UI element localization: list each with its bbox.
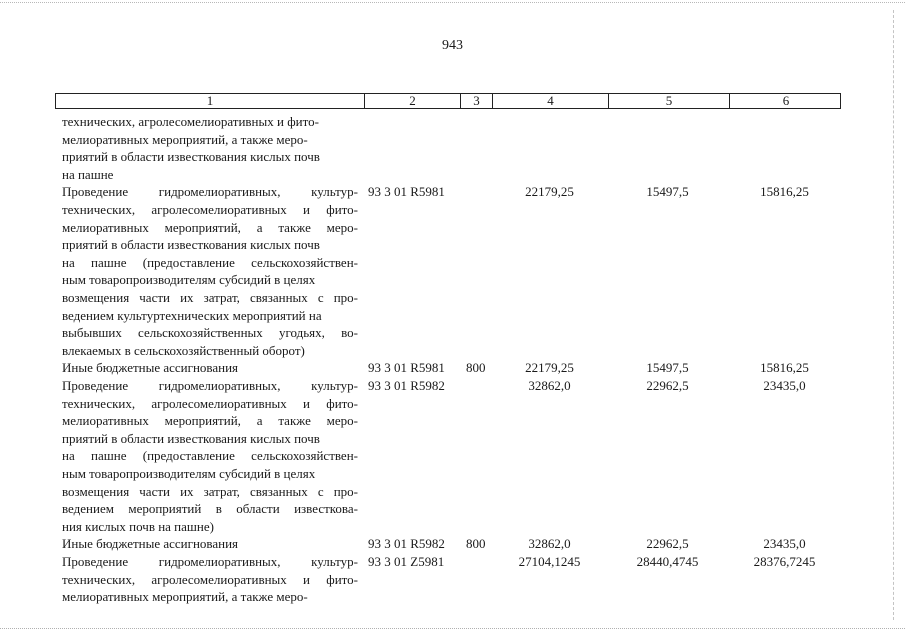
row-description-line: мелиоративных мероприятий, а также меро- [62, 219, 358, 235]
row-value-col4: 32862,0 [528, 536, 571, 552]
header-col-5: 5 [608, 94, 729, 108]
row-description-line: приятий в области известкования кислых почв [62, 237, 320, 253]
row-description-line: Иные бюджетные ассигнования [62, 536, 239, 552]
row-description-line: мелиоративных мероприятий, а также меро- [62, 413, 358, 429]
row-description-line: ным товаропроизводителям субсидий в целях [62, 272, 316, 288]
scan-edge-bottom [0, 628, 905, 629]
row-expense-type: 800 [466, 536, 486, 552]
scan-edge-right [893, 10, 894, 620]
row-code: 93 3 01 R5981 [368, 184, 445, 200]
page-number: 943 [442, 38, 463, 53]
row-code: 93 3 01 R5981 [368, 360, 445, 376]
header-col-3: 3 [460, 94, 492, 108]
table-header-row [55, 93, 841, 109]
row-description-line: приятий в области известкования кислых почв [62, 430, 320, 446]
row-value-col4: 22179,25 [525, 184, 574, 200]
header-col-6: 6 [729, 94, 842, 108]
row-value-col6: 15816,25 [760, 360, 809, 376]
row-value-col5: 15497,5 [646, 184, 689, 200]
continuation-text-line: технических, агролесомелиоративных и фито- [62, 114, 319, 129]
row-description-line: ведением культуртехнических мероприятий на [62, 307, 322, 323]
row-code: 93 3 01 R5982 [368, 378, 445, 393]
scan-edge-top [0, 2, 905, 3]
row-description-line: выбывших сельскохозяйственных угодьях, во- [62, 325, 358, 341]
row-description-line: на пашне (предоставление сельскохозяйствен- [62, 254, 358, 270]
row-value-col5: 22962,5 [646, 378, 689, 393]
row-description-line: Проведение гидромелиоративных, культур- [62, 184, 358, 200]
row-code: 93 3 01 Z5981 [368, 554, 445, 569]
row-value-col6: 15816,25 [760, 184, 809, 200]
row-description-line: технических, агролесомелиоративных и фито- [62, 202, 358, 217]
row-value-col4: 32862,0 [528, 378, 571, 393]
row-code: 93 3 01 R5982 [368, 536, 445, 552]
continuation-text-line: на пашне [62, 166, 114, 182]
row-description-line: ным товаропроизводителям субсидий в целях [62, 466, 316, 481]
row-value-col6: 23435,0 [763, 536, 806, 552]
row-description-line: Проведение гидромелиоративных, культур- [62, 554, 358, 569]
row-description-line: Иные бюджетные ассигнования [62, 360, 239, 376]
row-value-col5: 15497,5 [646, 360, 689, 376]
row-value-col5: 22962,5 [646, 536, 689, 552]
header-col-1: 1 [206, 93, 214, 108]
continuation-text-line: мелиоративных мероприятий, а также меро- [62, 131, 308, 147]
row-description-line: ведением мероприятий в области известкова- [62, 501, 358, 517]
row-description-line: возмещения части их затрат, связанных с про- [62, 483, 358, 499]
header-col-2: 2 [364, 94, 460, 108]
header-col-4: 4 [492, 94, 608, 108]
row-expense-type: 800 [466, 360, 486, 376]
continuation-text-line: приятий в области известкования кислых почв [62, 149, 320, 165]
row-value-col4: 22179,25 [525, 360, 574, 376]
row-description-line: Проведение гидромелиоративных, культур- [62, 378, 358, 393]
row-description-line: мелиоративных мероприятий, а также меро- [62, 589, 308, 605]
row-description-line: технических, агролесомелиоративных и фито- [62, 571, 358, 587]
row-value-col4: 27104,1245 [518, 554, 581, 569]
row-description-line: ния кислых почв на пашне) [62, 518, 214, 534]
row-value-col6: 28376,7245 [753, 554, 816, 569]
row-value-col5: 28440,4745 [636, 554, 699, 569]
row-description-line: на пашне (предоставление сельскохозяйствен- [62, 448, 358, 464]
row-description-line: возмещения части их затрат, связанных с про- [62, 290, 358, 305]
row-description-line: технических, агролесомелиоративных и фито- [62, 395, 358, 411]
row-description-line: влекаемых в сельскохозяйственный оборот) [62, 342, 305, 358]
row-value-col6: 23435,0 [763, 378, 806, 393]
